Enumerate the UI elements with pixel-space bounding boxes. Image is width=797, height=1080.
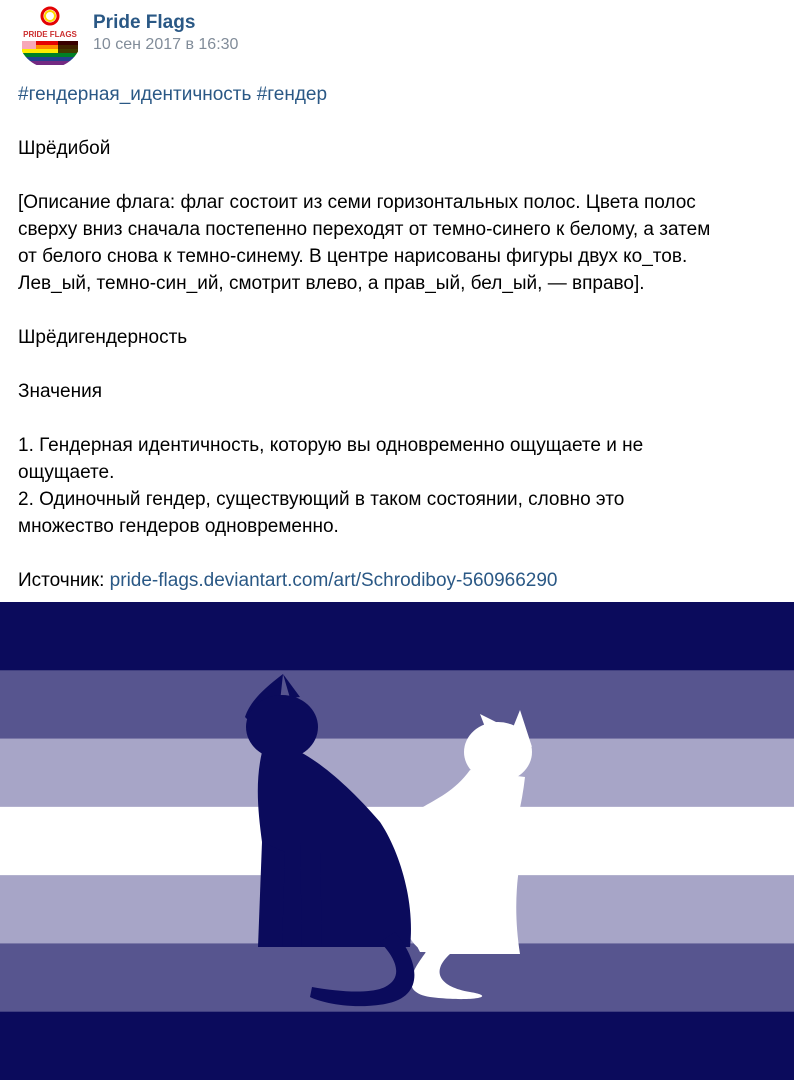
- post-header: [18, 4, 778, 68]
- avatar-logo-text: PRIDE FLAGS: [23, 30, 77, 39]
- avatar[interactable]: [18, 4, 82, 68]
- flag-title: Шрёдибой: [18, 138, 111, 159]
- meaning-line: ощущаете.: [18, 462, 115, 483]
- source-label: Источник:: [18, 570, 105, 591]
- hashtags[interactable]: #гендерная_идентичность #гендер: [18, 84, 328, 105]
- flag-stripe: [0, 1012, 794, 1080]
- source-link[interactable]: pride-flags.deviantart.com/art/Schrodiboy-560966290: [109, 570, 558, 591]
- meaning-line: множество гендеров одновременно.: [18, 516, 339, 537]
- meaning-line: 2. Одиночный гендер, существующий в таком состоянии, словно это: [18, 489, 625, 510]
- description-line: [Описание флага: флаг состоит из семи горизонтальных полос. Цвета полос: [18, 192, 696, 213]
- schrodiboy-flag-image[interactable]: [0, 602, 794, 1080]
- post-date[interactable]: 10 сен 2017 в 16:30: [93, 36, 239, 53]
- post-text: [18, 81, 778, 594]
- description-line: сверху вниз сначала постепенно переходят от темно-синего к белому, а затем: [18, 219, 711, 240]
- flag-stripe: [0, 670, 794, 739]
- description-line: Лев_ый, темно-син_ий, смотрит влево, а прав_ый, бел_ый, — вправо].: [18, 273, 645, 294]
- author-name[interactable]: Pride Flags: [93, 12, 196, 33]
- source-line: [18, 567, 778, 594]
- flag-stripe: [0, 602, 794, 671]
- description-line: от белого снова к темно-синему. В центре нарисованы фигуры двух ко_тов.: [18, 246, 688, 267]
- flag-stripe: [0, 739, 794, 808]
- meanings-heading: Значения: [18, 381, 102, 402]
- meaning-line: 1. Гендерная идентичность, которую вы одновременно ощущаете и не: [18, 435, 644, 456]
- term: Шрёдигендерность: [18, 327, 188, 348]
- pride-flags-logo: [18, 4, 82, 68]
